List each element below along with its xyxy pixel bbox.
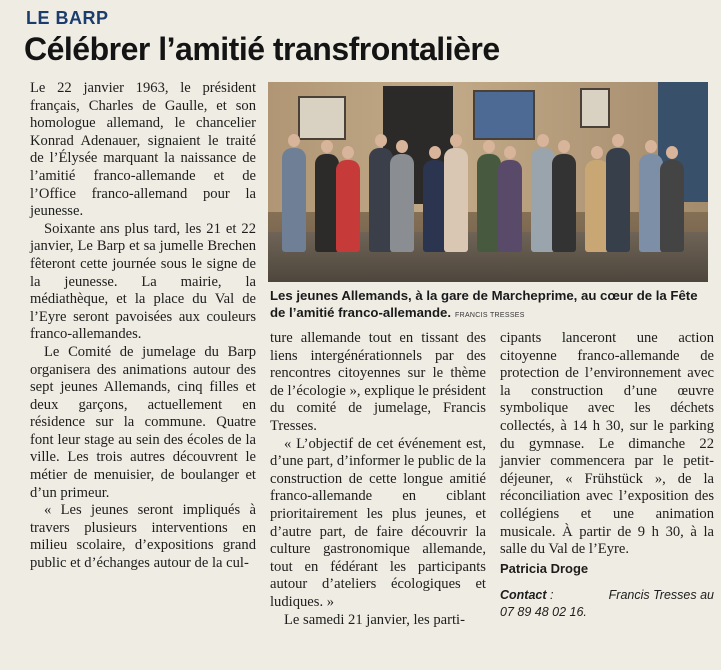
contact-name: Francis Tresses au xyxy=(608,588,714,603)
paragraph: « L’objectif de cet événement est, d’une part, d’informer le public de la construction de cette longue amitié franco-allemande en ciblant prioritairement les plus jeunes, et d’autre part, de faire découvrir la culture gastronomique allemande, tout en fédérant les participants autour d’ateliers écologiques et ludiques. » xyxy=(270,435,486,610)
photo-person-head xyxy=(429,146,441,159)
photo-person-head xyxy=(537,134,549,147)
photo-person-head xyxy=(612,134,624,147)
photo-person xyxy=(606,148,630,252)
photo-person xyxy=(282,148,306,252)
photo-person xyxy=(660,160,684,252)
photo-person-head xyxy=(450,134,462,147)
photo-poster xyxy=(298,96,346,140)
paragraph: Soixante ans plus tard, les 21 et 22 janvier, Le Barp et sa jumelle Brechen fêteront cette journée sous le signe de la jeunesse. La mairie, la médiathèque, et la place du Val de l’Eyre seront pavoisées aux couleurs franco-allemandes. xyxy=(30,220,256,343)
photo-person xyxy=(498,160,522,252)
photo-person-head xyxy=(288,134,300,147)
caption-text: Les jeunes Allemands, à la gare de Marcheprime, au cœur de la Fête de l’amitié franco-allemande. xyxy=(270,288,698,320)
contact-label: Contact xyxy=(500,588,547,603)
photo-person-head xyxy=(321,140,333,153)
photo-person-head xyxy=(375,134,387,147)
contact-phone: 07 89 48 02 16. xyxy=(500,605,587,620)
article-column-3 xyxy=(500,330,714,621)
photo-poster xyxy=(580,88,610,128)
photo-credit: FRANCIS TRESSES xyxy=(455,312,525,319)
photo-person xyxy=(444,148,468,252)
article-headline: Célébrer l’amitié transfrontalière xyxy=(24,31,500,67)
article-column-1 xyxy=(30,80,256,573)
photo-person-head xyxy=(591,146,603,159)
photo-poster xyxy=(473,90,535,140)
photo-person-head xyxy=(396,140,408,153)
paragraph: Le 22 janvier 1963, le président français, Charles de Gaulle, et son homologue allemand, le chancelier Konrad Adenauer, signaient le traité de l’Élysée marquant la naissance de l’amitié franco-allemande et de l’Office franco-allemand pour la jeunesse. xyxy=(30,80,256,220)
article-column-2 xyxy=(270,330,486,629)
contact-colon: : xyxy=(550,588,554,603)
section-label: LE BARP xyxy=(26,8,109,28)
photo-caption xyxy=(270,287,710,324)
photo-person-head xyxy=(666,146,678,159)
photo-person-head xyxy=(558,140,570,153)
photo-person-head xyxy=(342,146,354,159)
author-signature: Patricia Droge xyxy=(500,560,589,576)
photo-person-head xyxy=(645,140,657,153)
paragraph: ture allemande tout en tissant des liens intergénérationnels par des rencontres citoyennes sur le thème de l’écologie », explique le président du comité de jumelage, Francis Tresses. xyxy=(270,330,486,434)
paragraph: Le Comité de jumelage du Barp organisera des animations autour des sept jeunes Allemands, cinq filles et deux garçons, actuellement en résidence sur la commune. Quatre font leur stage au sein des écoles de la ville. Les trois autres découvrent le métier de menuisier, de boulanger et d’un primeur. xyxy=(30,343,256,501)
photo-person xyxy=(390,154,414,252)
paragraph: Le samedi 21 janvier, les parti- xyxy=(284,611,465,628)
photo-person xyxy=(552,154,576,252)
photo-person-head xyxy=(483,140,495,153)
contact-info xyxy=(500,587,714,621)
photo-person-head xyxy=(504,146,516,159)
group-photo xyxy=(268,82,708,282)
paragraph: « Les jeunes seront impliqués à travers plusieurs interventions en milieu scolaire, d’expositions grand public et d’échanges autour de la cul- xyxy=(30,502,256,572)
photo-person xyxy=(336,160,360,252)
paragraph: cipants lanceront une action citoyenne franco-allemande de protection de l’environnement avec la construction d’une œuvre symbolique avec les déchets collectés, à 14 h 30, sur le parking du gymnase. Le dimanche 22 janvier commencera par le petit-déjeuner, « Frühstück », de la réconciliation avec l’exposition des collégiens et une animation musicale. À partir de 9 h 30, à la salle du Val de l’Eyre. xyxy=(500,330,714,558)
